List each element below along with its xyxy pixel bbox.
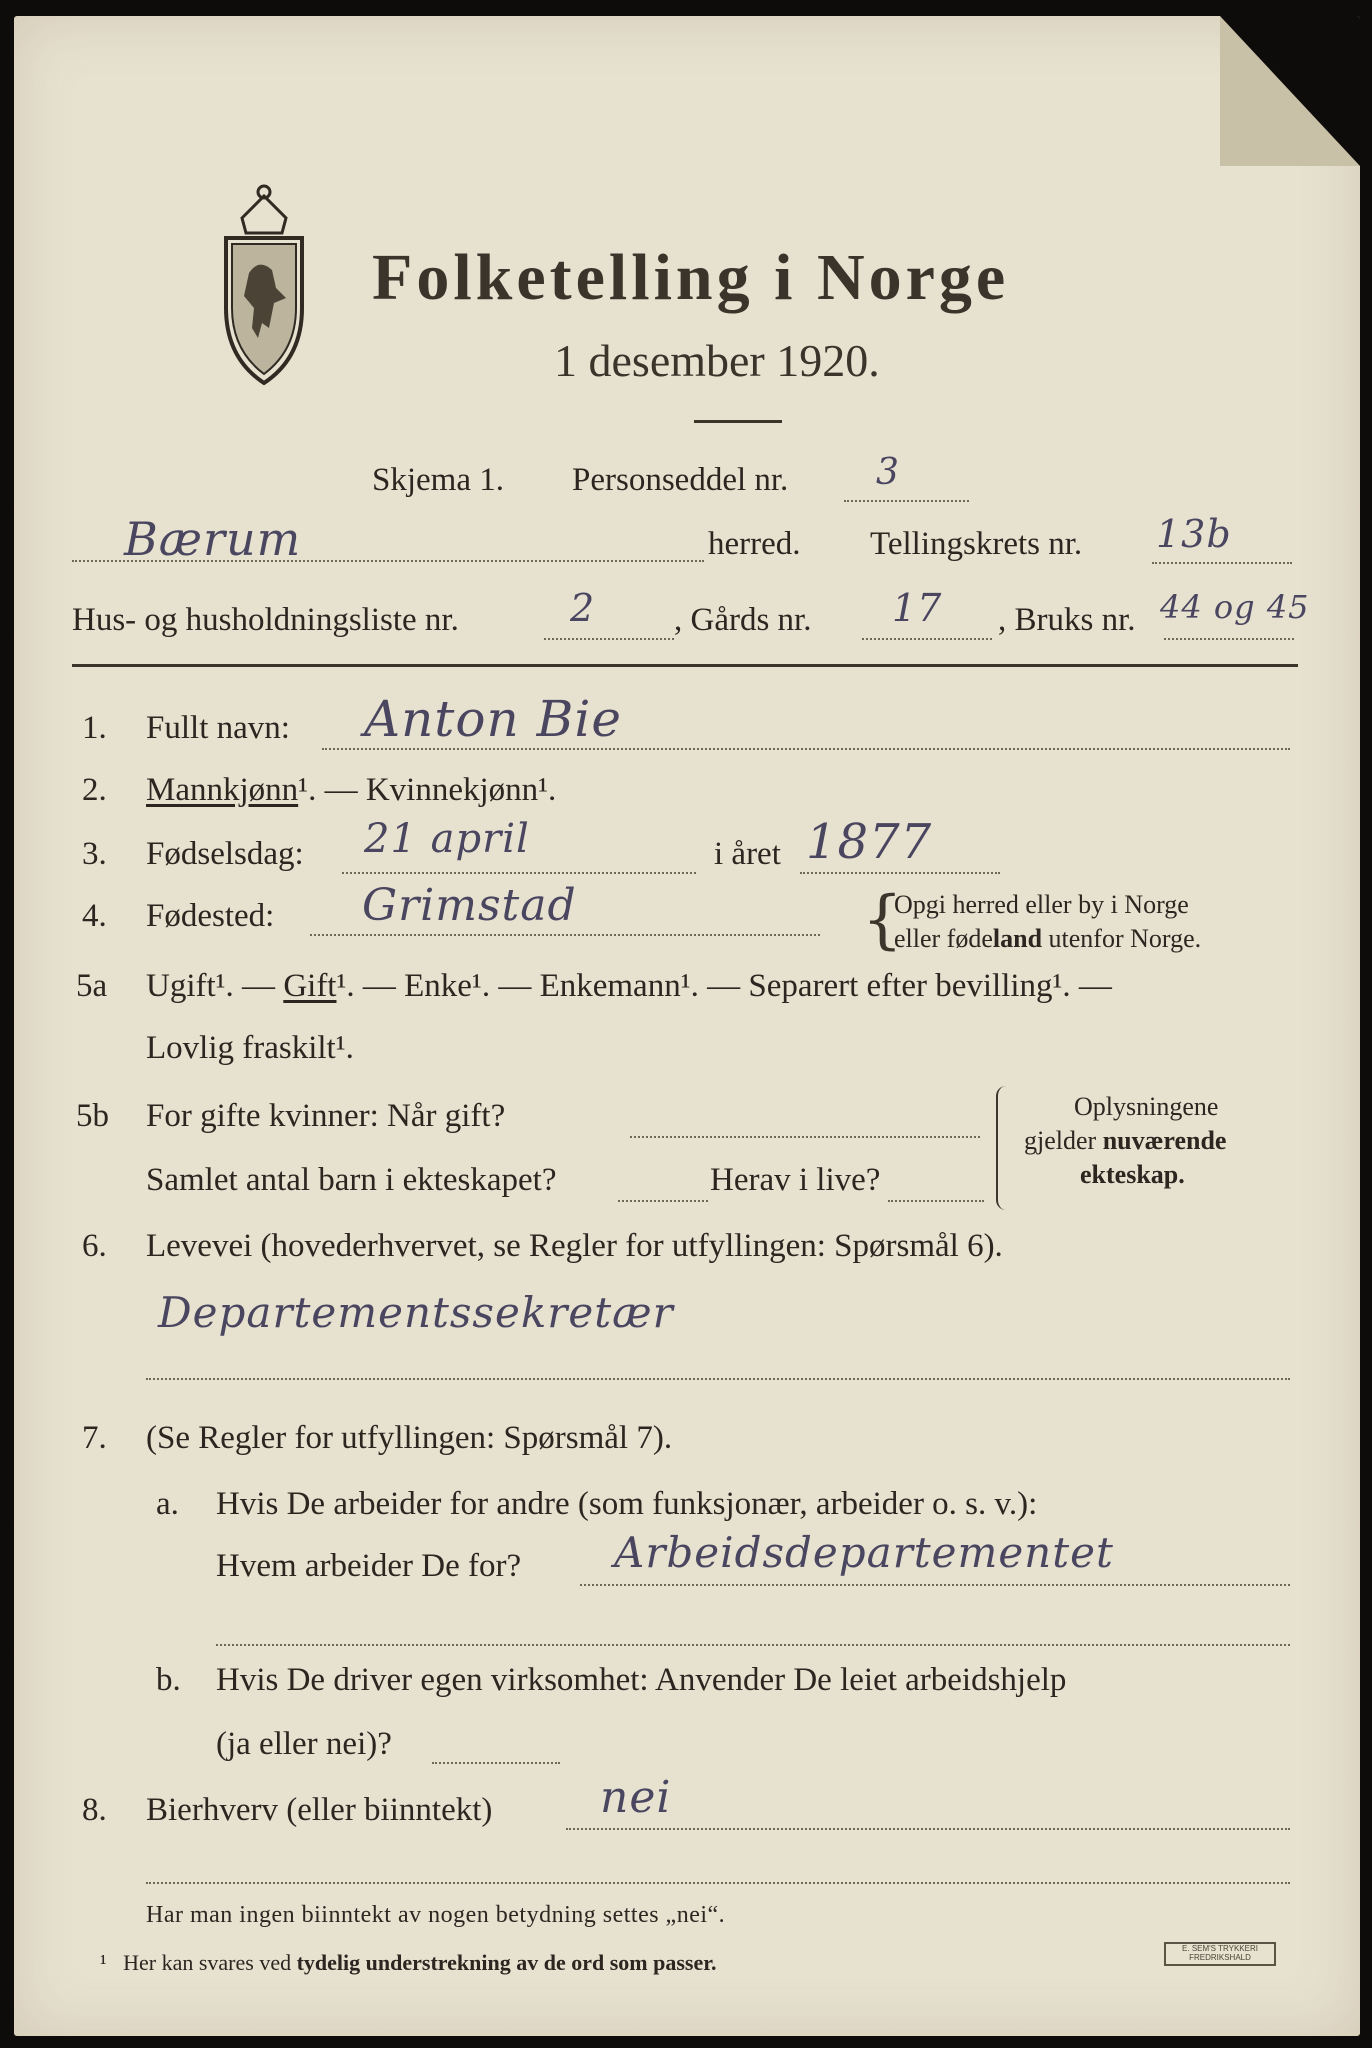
q5b-note2: gjelder nuværende bbox=[1024, 1126, 1227, 1155]
tellingskrets-line bbox=[1152, 562, 1292, 564]
q8-line bbox=[566, 1828, 1290, 1830]
q8-line2 bbox=[146, 1882, 1290, 1884]
q3-aaret-label: i året bbox=[714, 836, 781, 872]
q5b-children-line bbox=[618, 1200, 708, 1202]
q2-number: 2. bbox=[82, 772, 107, 808]
footnote-text-b: tydelig understrekning av de ord som passer. bbox=[296, 1950, 717, 1975]
q4-note-a: eller føde bbox=[894, 924, 993, 953]
q5b-alive-line bbox=[888, 1200, 984, 1202]
q5a-line2: Lovlig fraskilt¹. bbox=[146, 1030, 354, 1066]
q7a-line2: Hvem arbeider De for? bbox=[216, 1548, 522, 1584]
printer-stamp: E. SEM'S TRYKKERI FREDRIKSHALD bbox=[1164, 1942, 1276, 1966]
skjema-label: Skjema 1. bbox=[372, 462, 504, 498]
q2-separator: ¹. — bbox=[298, 772, 366, 808]
gards-label: , Gårds nr. bbox=[674, 602, 812, 638]
q4-note-c: utenfor Norge. bbox=[1042, 924, 1202, 953]
title-divider bbox=[694, 420, 782, 423]
gards-line bbox=[862, 638, 992, 640]
q2-options bbox=[146, 772, 556, 809]
husliste-line bbox=[544, 638, 674, 640]
tellingskrets-label: Tellingskrets nr. bbox=[870, 526, 1083, 562]
q2-mannkjonn: Mannkjønn bbox=[146, 772, 299, 808]
header-rule bbox=[72, 664, 1298, 667]
husliste-label: Hus- og husholdningsliste nr. bbox=[72, 602, 459, 638]
husliste-value: 2 bbox=[570, 586, 596, 630]
q5b-note3: ekteskap. bbox=[1080, 1160, 1185, 1189]
bruks-label: , Bruks nr. bbox=[998, 602, 1136, 638]
q4-label: Fødested: bbox=[146, 898, 275, 934]
footnote-num: ¹ bbox=[100, 1950, 107, 1975]
q7a-line1: Hvis De arbeider for andre (som funksjonær, arbeider o. s. v.): bbox=[216, 1486, 1038, 1522]
q5a-rest: ¹. — Enke¹. — Enkemann¹. — Separert efter bevilling¹. — bbox=[336, 968, 1112, 1004]
q5b-note1: Oplysningene bbox=[1074, 1092, 1219, 1121]
q3-day-line bbox=[342, 872, 696, 874]
q1-label: Fullt navn: bbox=[146, 710, 290, 746]
q4-number: 4. bbox=[82, 898, 107, 934]
personseddel-line bbox=[844, 500, 969, 502]
q4-note-line1: Opgi herred eller by i Norge bbox=[894, 890, 1189, 919]
q3-number: 3. bbox=[82, 836, 107, 872]
q5a-ugift: Ugift¹. — bbox=[146, 968, 284, 1004]
q7a-letter: a. bbox=[156, 1486, 179, 1522]
q4-value: Grimstad bbox=[362, 880, 577, 931]
q5b-line1: For gifte kvinner: Når gift? bbox=[146, 1098, 506, 1134]
q8-value: nei bbox=[600, 1772, 672, 1823]
tellingskrets-value: 13b bbox=[1156, 512, 1232, 556]
q5b-bracket bbox=[996, 1086, 1012, 1210]
q5a-number: 5a bbox=[76, 968, 108, 1004]
q2-kvinnekjonn: Kvinnekjønn¹. bbox=[365, 772, 557, 808]
q1-number: 1. bbox=[82, 710, 107, 746]
q8-number: 8. bbox=[82, 1792, 107, 1828]
q4-note-line2 bbox=[894, 924, 1201, 954]
q7-label: (Se Regler for utfyllingen: Spørsmål 7). bbox=[146, 1420, 673, 1456]
herred-value: Bærum bbox=[124, 512, 302, 566]
q3-year-line bbox=[800, 872, 1000, 874]
q5a-options bbox=[146, 968, 1112, 1005]
q7b-line2: (ja eller nei)? bbox=[216, 1726, 392, 1762]
q3-day-value: 21 april bbox=[364, 816, 530, 862]
q4-line bbox=[310, 934, 820, 936]
q7b-line1: Hvis De driver egen virksomhet: Anvender De leiet arbeidshjelp bbox=[216, 1662, 1067, 1698]
norway-coat-of-arms-icon bbox=[214, 178, 314, 388]
footnote bbox=[100, 1950, 717, 1976]
form-title: Folketelling i Norge bbox=[372, 241, 1010, 314]
q4-brace: { bbox=[862, 883, 903, 957]
q5b-when-line bbox=[630, 1136, 980, 1138]
q3-year-value: 1877 bbox=[806, 814, 933, 870]
q7a-value: Arbeidsdepartementet bbox=[614, 1528, 1114, 1577]
q8-label: Bierhverv (eller biinntekt) bbox=[146, 1792, 493, 1828]
census-date: 1 desember 1920. bbox=[554, 335, 880, 386]
q6-line bbox=[146, 1378, 1290, 1380]
q6-label: Levevei (hovederhvervet, se Regler for utfyllingen: Spørsmål 6). bbox=[146, 1228, 1003, 1264]
q7a-line bbox=[580, 1584, 1290, 1586]
q5b-line2a: Samlet antal barn i ekteskapet? bbox=[146, 1162, 557, 1198]
footnote-text-a: Her kan svares ved bbox=[123, 1950, 297, 1975]
q1-line bbox=[322, 748, 1290, 750]
bruks-line bbox=[1164, 638, 1294, 640]
q1-value: Anton Bie bbox=[364, 690, 622, 748]
census-form-page bbox=[14, 16, 1360, 2036]
gards-value: 17 bbox=[892, 586, 943, 630]
q4-note-b: land bbox=[992, 924, 1043, 953]
personseddel-label: Personseddel nr. bbox=[572, 462, 789, 498]
bruks-value: 44 og 45 bbox=[1160, 588, 1310, 626]
herred-label: herred. bbox=[708, 526, 801, 562]
q6-value: Departementssekretær bbox=[158, 1288, 674, 1337]
q5b-line2b: Herav i live? bbox=[710, 1162, 881, 1198]
q5a-gift: Gift bbox=[283, 968, 337, 1004]
q7a-line2-rule bbox=[216, 1644, 1290, 1646]
q3-label: Fødselsdag: bbox=[146, 836, 304, 872]
q6-number: 6. bbox=[82, 1228, 107, 1264]
q7b-answer-line bbox=[432, 1762, 560, 1764]
q7b-letter: b. bbox=[156, 1662, 181, 1698]
q5b-note2-bold: nuværende bbox=[1102, 1126, 1227, 1155]
folded-corner bbox=[1220, 16, 1360, 166]
q7-number: 7. bbox=[82, 1420, 107, 1456]
q5b-number: 5b bbox=[76, 1098, 109, 1134]
footer-note: Har man ingen biinntekt av nogen betydning settes „nei“. bbox=[146, 1902, 726, 1928]
personseddel-value: 3 bbox=[876, 452, 900, 493]
